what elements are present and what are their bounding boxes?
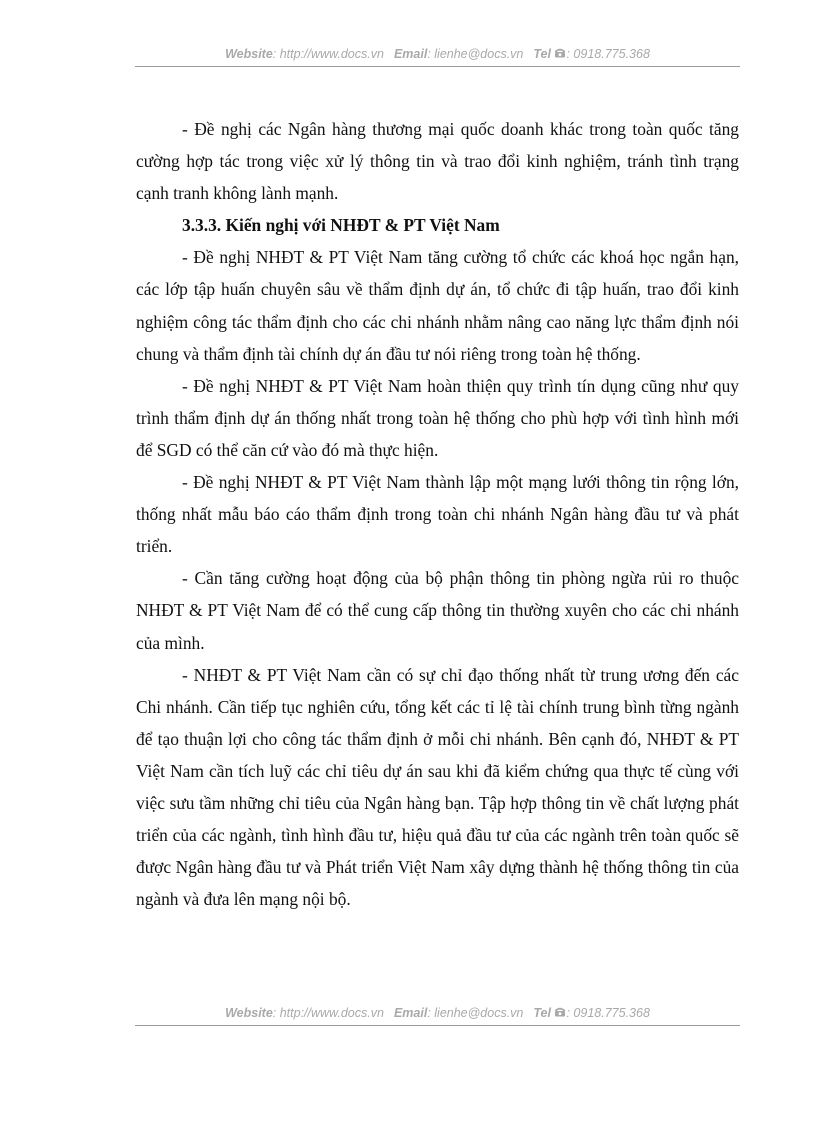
paragraph-6: - NHĐT & PT Việt Nam cần có sự chỉ đạo thống nhất từ trung ương đến các Chi nhánh. Cần tiếp tục nghiên cứu, tổng kết các tỉ lệ tài chính trung bình từng ngành để tạo thuận lợi cho công tác thẩm định ở mỗi chi nhánh. Bên cạnh đó, NHĐT & PT Việt Nam cần tích luỹ các chỉ tiêu dự án sau khi đã kiểm chứng qua thực tế cùng với việc sưu tầm những chỉ tiêu của Ngân hàng bạn. Tập hợp thông tin về chất lượng phát triển của các ngành, tình hình đầu tư, hiệu quả đầu tư của các ngành trên toàn quốc sẽ được Ngân hàng đầu tư và Phát triển Việt Nam xây dựng thành hệ thống thông tin của ngành và đưa lên mạng nội bộ.: [136, 664, 739, 910]
paragraph-3: - Đề nghị NHĐT & PT Việt Nam hoàn thiện quy trình tín dụng cũng như quy trình thẩm định dự án thống nhất trong toàn hệ thống cho phù hợp với tình hình mới để SGD có thể căn cứ vào đó mà thực hiện.: [136, 375, 739, 460]
footer-website-label: Website: [225, 1006, 273, 1020]
page-header: [135, 47, 740, 61]
paragraph-4: - Đề nghị NHĐT & PT Việt Nam thành lập một mạng lưới thông tin rộng lớn, thống nhất mẫu báo cáo thẩm định trong toàn chi nhánh Ngân hàng đầu tư và phát triển.: [136, 472, 739, 557]
main-content: [136, 113, 739, 915]
header-rule: [135, 66, 740, 67]
phone-icon: [554, 1006, 566, 1020]
footer-email-link[interactable]: : lienhe@docs.vn: [427, 1006, 524, 1020]
footer-tel-value: : 0918.775.368: [566, 1006, 650, 1020]
page-footer: [135, 1006, 740, 1020]
paragraph-5: - Cần tăng cường hoạt động của bộ phận thông tin phòng ngừa rủi ro thuộc NHĐT & PT Việt Nam để có thể cung cấp thông tin thường xuyên cho các chi nhánh của mình.: [136, 568, 739, 653]
section-heading: 3.3.3. Kiến nghị với NHĐT & PT Việt Nam: [182, 215, 500, 236]
footer-tel-label: Tel: [533, 1006, 551, 1020]
header-tel-label: Tel: [533, 47, 551, 61]
paragraph-1: - Đề nghị các Ngân hàng thương mại quốc doanh khác trong toàn quốc tăng cường hợp tác trong việc xử lý thông tin và trao đổi kinh nghiệm, tránh tình trạng cạnh tranh không lành mạnh.: [136, 119, 739, 204]
header-email-link[interactable]: : lienhe@docs.vn: [427, 47, 524, 61]
header-website-label: Website: [225, 47, 273, 61]
footer-rule: [135, 1025, 740, 1026]
header-email-label: Email: [393, 47, 428, 61]
paragraph-2: - Đề nghị NHĐT & PT Việt Nam tăng cường tổ chức các khoá học ngắn hạn, các lớp tập huấn chuyên sâu về thẩm định dự án, tổ chức đi tập huấn, trao đổi kinh nghiệm công tác thẩm định cho các chi nhánh nhằm nâng cao năng lực thẩm định nói chung và thẩm định tài chính dự án đầu tư nói riêng trong toàn hệ thống.: [136, 247, 739, 364]
header-website-link[interactable]: : http://www.docs.vn: [272, 47, 384, 61]
footer-website-link[interactable]: : http://www.docs.vn: [272, 1006, 384, 1020]
footer-email-label: Email: [393, 1006, 428, 1020]
header-tel-value: : 0918.775.368: [566, 47, 650, 61]
phone-icon: [554, 47, 566, 61]
